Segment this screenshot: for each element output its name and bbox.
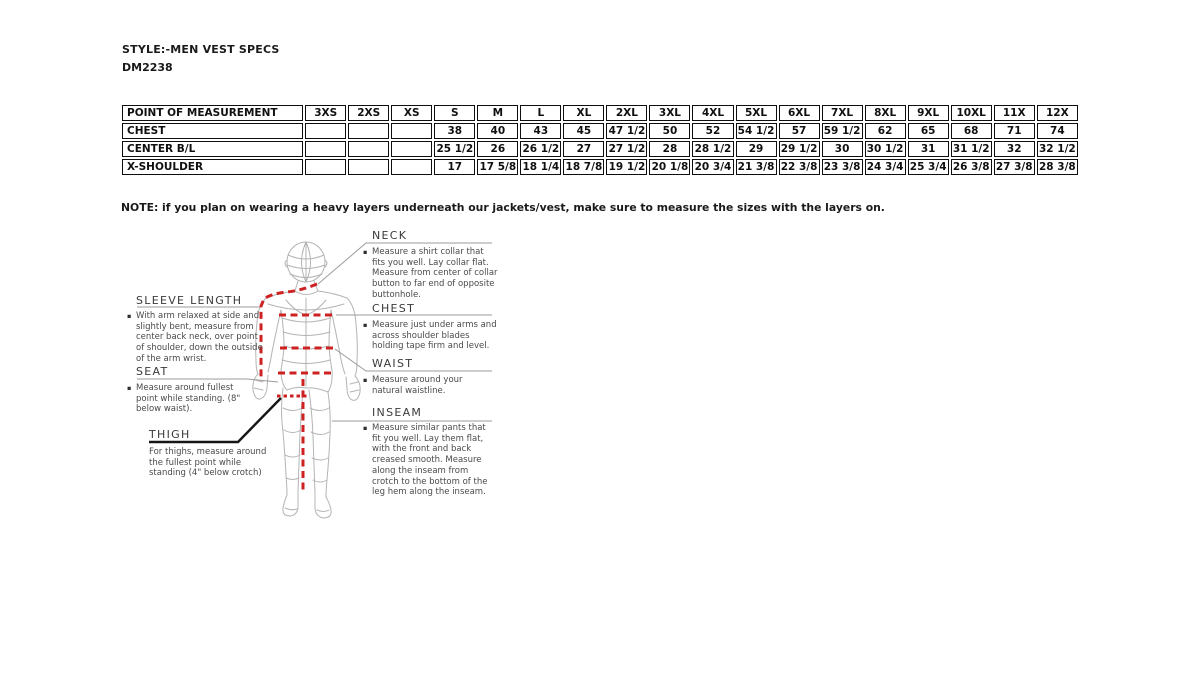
- spec-cell: 52: [692, 123, 733, 139]
- spec-cell: 18 1/4: [520, 159, 561, 175]
- spec-cell: 23 3/8: [822, 159, 863, 175]
- bullet-icon: ▪: [363, 248, 368, 256]
- spec-row: [122, 141, 1078, 157]
- col-header-size: 3XL: [649, 105, 690, 121]
- spec-cell: 47 1/2: [606, 123, 647, 139]
- note-text: NOTE: if you plan on wearing a heavy layers underneath our jackets/vest, make sure to measure the sizes with the layers on.: [121, 201, 885, 214]
- row-label: CENTER B/L: [122, 141, 303, 157]
- size-header-row: [122, 105, 1078, 121]
- spec-cell: 27 3/8: [994, 159, 1035, 175]
- inseam-description: ▪ Measure similar pants that fit you well. Lay them flat, with the front and back creased smooth. Measure along the inseam from crotch to the bottom of the leg hem along the inseam.: [363, 423, 488, 498]
- col-header-size: 8XL: [865, 105, 906, 121]
- col-header-size: 10XL: [951, 105, 992, 121]
- col-header-size: M: [477, 105, 518, 121]
- spec-cell: [348, 123, 389, 139]
- spec-cell: 25 1/2: [434, 141, 475, 157]
- spec-cell: 27 1/2: [606, 141, 647, 157]
- spec-cell: 27: [563, 141, 604, 157]
- col-header-size: 3XS: [305, 105, 346, 121]
- row-label: CHEST: [122, 123, 303, 139]
- col-header-size: XL: [563, 105, 604, 121]
- col-header-size: S: [434, 105, 475, 121]
- col-header-point-of-measurement: POINT OF MEASUREMENT: [122, 105, 303, 121]
- spec-cell: 31: [908, 141, 949, 157]
- spec-cell: 40: [477, 123, 518, 139]
- spec-cell: 21 3/8: [736, 159, 777, 175]
- spec-row: [122, 159, 1078, 175]
- col-header-size: XS: [391, 105, 432, 121]
- spec-cell: 65: [908, 123, 949, 139]
- thigh-heading: THIGH: [149, 428, 191, 441]
- col-header-size: 7XL: [822, 105, 863, 121]
- spec-cell: 28: [649, 141, 690, 157]
- spec-cell: [305, 141, 346, 157]
- waist-pointer-line: [335, 349, 492, 371]
- sleeve-length-description: ▪ With arm relaxed at side and slightly bent, measure from center back neck, over point of shoulder, down the outside of the arm wrist.: [127, 311, 263, 364]
- spec-cell: 74: [1037, 123, 1078, 139]
- bullet-icon: ▪: [363, 424, 368, 432]
- waist-heading: WAIST: [372, 357, 414, 370]
- spec-cell: [305, 123, 346, 139]
- col-header-size: 4XL: [692, 105, 733, 121]
- waist-description: ▪ Measure around your natural waistline.: [363, 375, 463, 396]
- row-label: X-SHOULDER: [122, 159, 303, 175]
- col-header-size: 12X: [1037, 105, 1078, 121]
- spec-cell: 30: [822, 141, 863, 157]
- spec-cell: [348, 141, 389, 157]
- spec-cell: 71: [994, 123, 1035, 139]
- spec-cell: 50: [649, 123, 690, 139]
- style-title: STYLE:-MEN VEST SPECS: [122, 43, 280, 56]
- spec-cell: 45: [563, 123, 604, 139]
- spec-cell: 29 1/2: [779, 141, 820, 157]
- spec-cell: [391, 141, 432, 157]
- spec-cell: 17 5/8: [477, 159, 518, 175]
- spec-cell: [348, 159, 389, 175]
- spec-cell: 32 1/2: [1037, 141, 1078, 157]
- spec-cell: 28 3/8: [1037, 159, 1078, 175]
- col-header-size: 11X: [994, 105, 1035, 121]
- spec-cell: 26 3/8: [951, 159, 992, 175]
- spec-cell: 54 1/2: [736, 123, 777, 139]
- spec-cell: [391, 123, 432, 139]
- col-header-size: 2XS: [348, 105, 389, 121]
- seat-heading: SEAT: [136, 365, 169, 378]
- spec-cell: 57: [779, 123, 820, 139]
- bullet-icon: ▪: [363, 376, 368, 384]
- inseam-heading: INSEAM: [372, 406, 423, 419]
- spec-cell: 19 1/2: [606, 159, 647, 175]
- spec-cell: 38: [434, 123, 475, 139]
- spec-cell: 26: [477, 141, 518, 157]
- spec-cell: 59 1/2: [822, 123, 863, 139]
- spec-cell: 20 3/4: [692, 159, 733, 175]
- spec-cell: 24 3/4: [865, 159, 906, 175]
- chest-heading: CHEST: [372, 302, 416, 315]
- spec-cell: 30 1/2: [865, 141, 906, 157]
- spec-cell: 31 1/2: [951, 141, 992, 157]
- spec-cell: 28 1/2: [692, 141, 733, 157]
- spec-cell: 25 3/4: [908, 159, 949, 175]
- bullet-icon: ▪: [127, 384, 132, 392]
- spec-cell: 32: [994, 141, 1035, 157]
- seat-description: ▪ Measure around fullest point while standing. (8" below waist).: [127, 383, 241, 415]
- col-header-size: 5XL: [736, 105, 777, 121]
- spec-cell: 18 7/8: [563, 159, 604, 175]
- spec-cell: 68: [951, 123, 992, 139]
- chest-description: ▪ Measure just under arms and across shoulder blades holding tape firm and level.: [363, 320, 497, 352]
- spec-cell: 20 1/8: [649, 159, 690, 175]
- bullet-icon: ▪: [363, 321, 368, 329]
- col-header-size: 6XL: [779, 105, 820, 121]
- spec-row: [122, 123, 1078, 139]
- size-spec-table: [120, 103, 1080, 177]
- spec-cell: 17: [434, 159, 475, 175]
- col-header-size: L: [520, 105, 561, 121]
- spec-cell: 43: [520, 123, 561, 139]
- spec-cell: 26 1/2: [520, 141, 561, 157]
- spec-cell: 62: [865, 123, 906, 139]
- neck-heading: NECK: [372, 229, 408, 242]
- thigh-description: For thighs, measure around the fullest point while standing (4" below crotch): [149, 447, 267, 479]
- sleeve-length-heading: SLEEVE LENGTH: [136, 294, 243, 307]
- style-code: DM2238: [122, 61, 173, 74]
- col-header-size: 9XL: [908, 105, 949, 121]
- spec-cell: [305, 159, 346, 175]
- spec-cell: 29: [736, 141, 777, 157]
- neck-description: ▪ Measure a shirt collar that fits you well. Lay collar flat. Measure from center of collar button to far end of opposite buttonhole.: [363, 247, 498, 300]
- bullet-icon: ▪: [127, 312, 132, 320]
- spec-cell: 22 3/8: [779, 159, 820, 175]
- col-header-size: 2XL: [606, 105, 647, 121]
- spec-cell: [391, 159, 432, 175]
